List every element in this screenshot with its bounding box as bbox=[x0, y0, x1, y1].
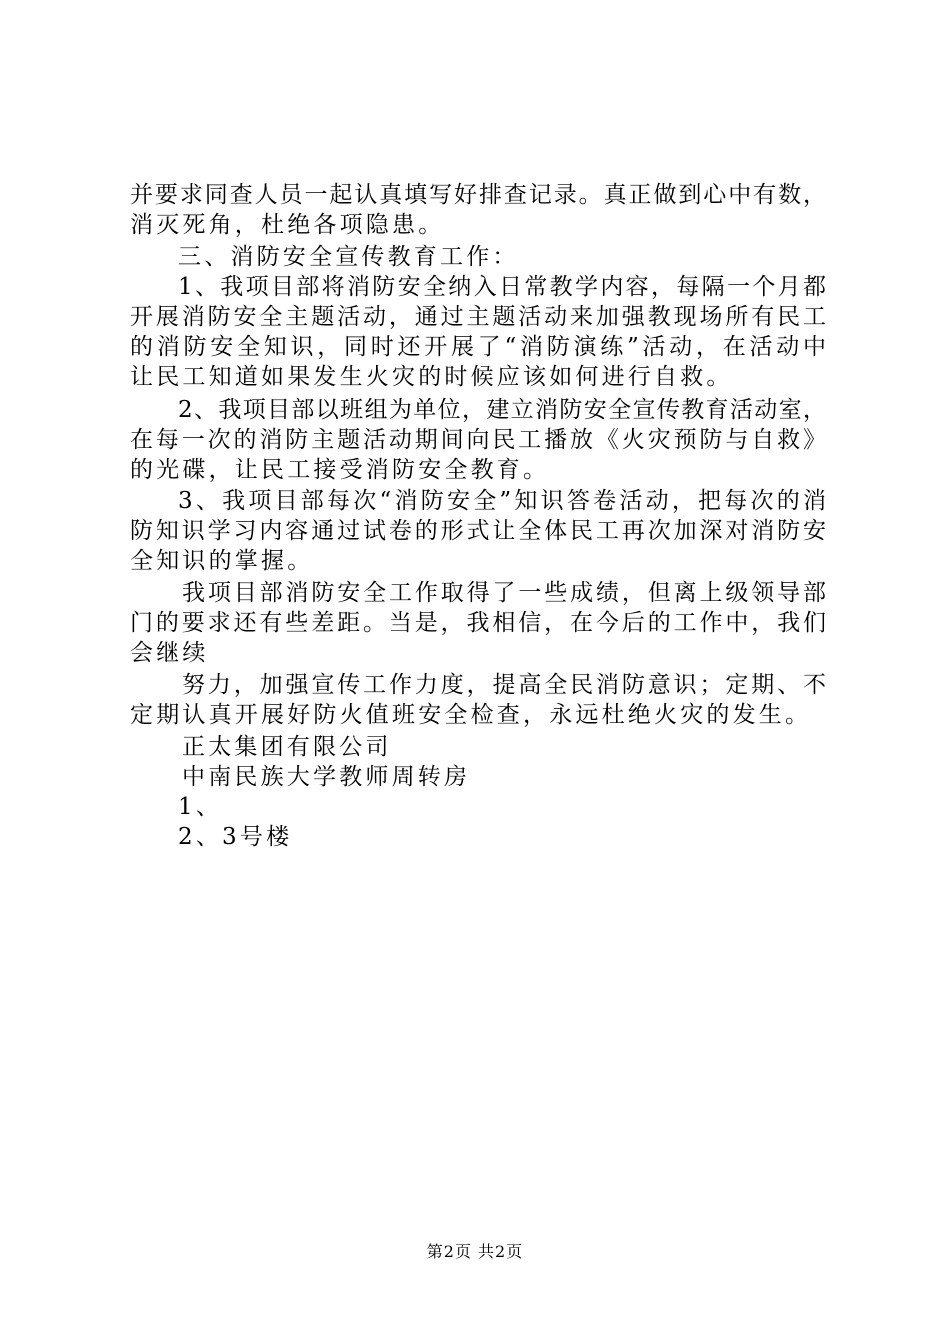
paragraph-line: 防知识学习内容通过试卷的形式让全体民工再次加深对消防安 bbox=[130, 518, 826, 544]
project-name: 中南民族大学教师周转房 bbox=[182, 764, 471, 790]
paragraph-line: 1、我项目部将消防安全纳入日常教学内容，每隔一个月都 bbox=[178, 274, 826, 300]
paragraph-line: 我项目部消防安全工作取得了一些成绩，但离上级领导部 bbox=[182, 580, 826, 606]
paragraph-line: 3、我项目部每次“消防安全”知识答卷活动，把每次的消 bbox=[178, 488, 826, 514]
paragraph-line: 定期认真开展好防火值班安全检查，永远杜绝火灾的发生。 bbox=[130, 702, 812, 728]
paragraph-line: 的消防安全知识，同时还开展了“消防演练”活动，在活动中 bbox=[130, 334, 826, 360]
paragraph-line: 2、我项目部以班组为单位，建立消防安全宣传教育活动室， bbox=[178, 397, 826, 423]
company-name: 正太集团有限公司 bbox=[182, 734, 392, 760]
section-heading: 三、消防安全宣传教育工作： bbox=[178, 244, 519, 270]
paragraph-line: 全知识的掌握。 bbox=[130, 548, 314, 574]
paragraph-line: 在每一次的消防主题活动期间向民工播放《火灾预防与自救》 bbox=[130, 427, 826, 453]
paragraph-line: 并要求同查人员一起认真填写好排查记录。真正做到心中有数， bbox=[130, 182, 826, 208]
page-indicator: 第2页 共2页 bbox=[426, 1242, 524, 1261]
paragraph-line: 努力，加强宣传工作力度，提高全民消防意识；定期、不 bbox=[182, 672, 826, 698]
paragraph-line: 让民工知道如果发生火灾的时候应该如何进行自救。 bbox=[130, 364, 733, 390]
paragraph-line: 门的要求还有些差距。当是，我相信，在今后的工作中，我们 bbox=[130, 610, 826, 636]
paragraph-line: 的光碟，让民工接受消防安全教育。 bbox=[130, 457, 550, 483]
building-number: 2、3号楼 bbox=[178, 824, 293, 850]
paragraph-line: 开展消防安全主题活动，通过主题活动来加强教现场所有民工 bbox=[130, 304, 826, 330]
paragraph-line: 消灭死角，杜绝各项隐患。 bbox=[130, 212, 445, 238]
building-number: 1、 bbox=[178, 794, 223, 820]
paragraph-line: 会继续 bbox=[130, 640, 209, 666]
